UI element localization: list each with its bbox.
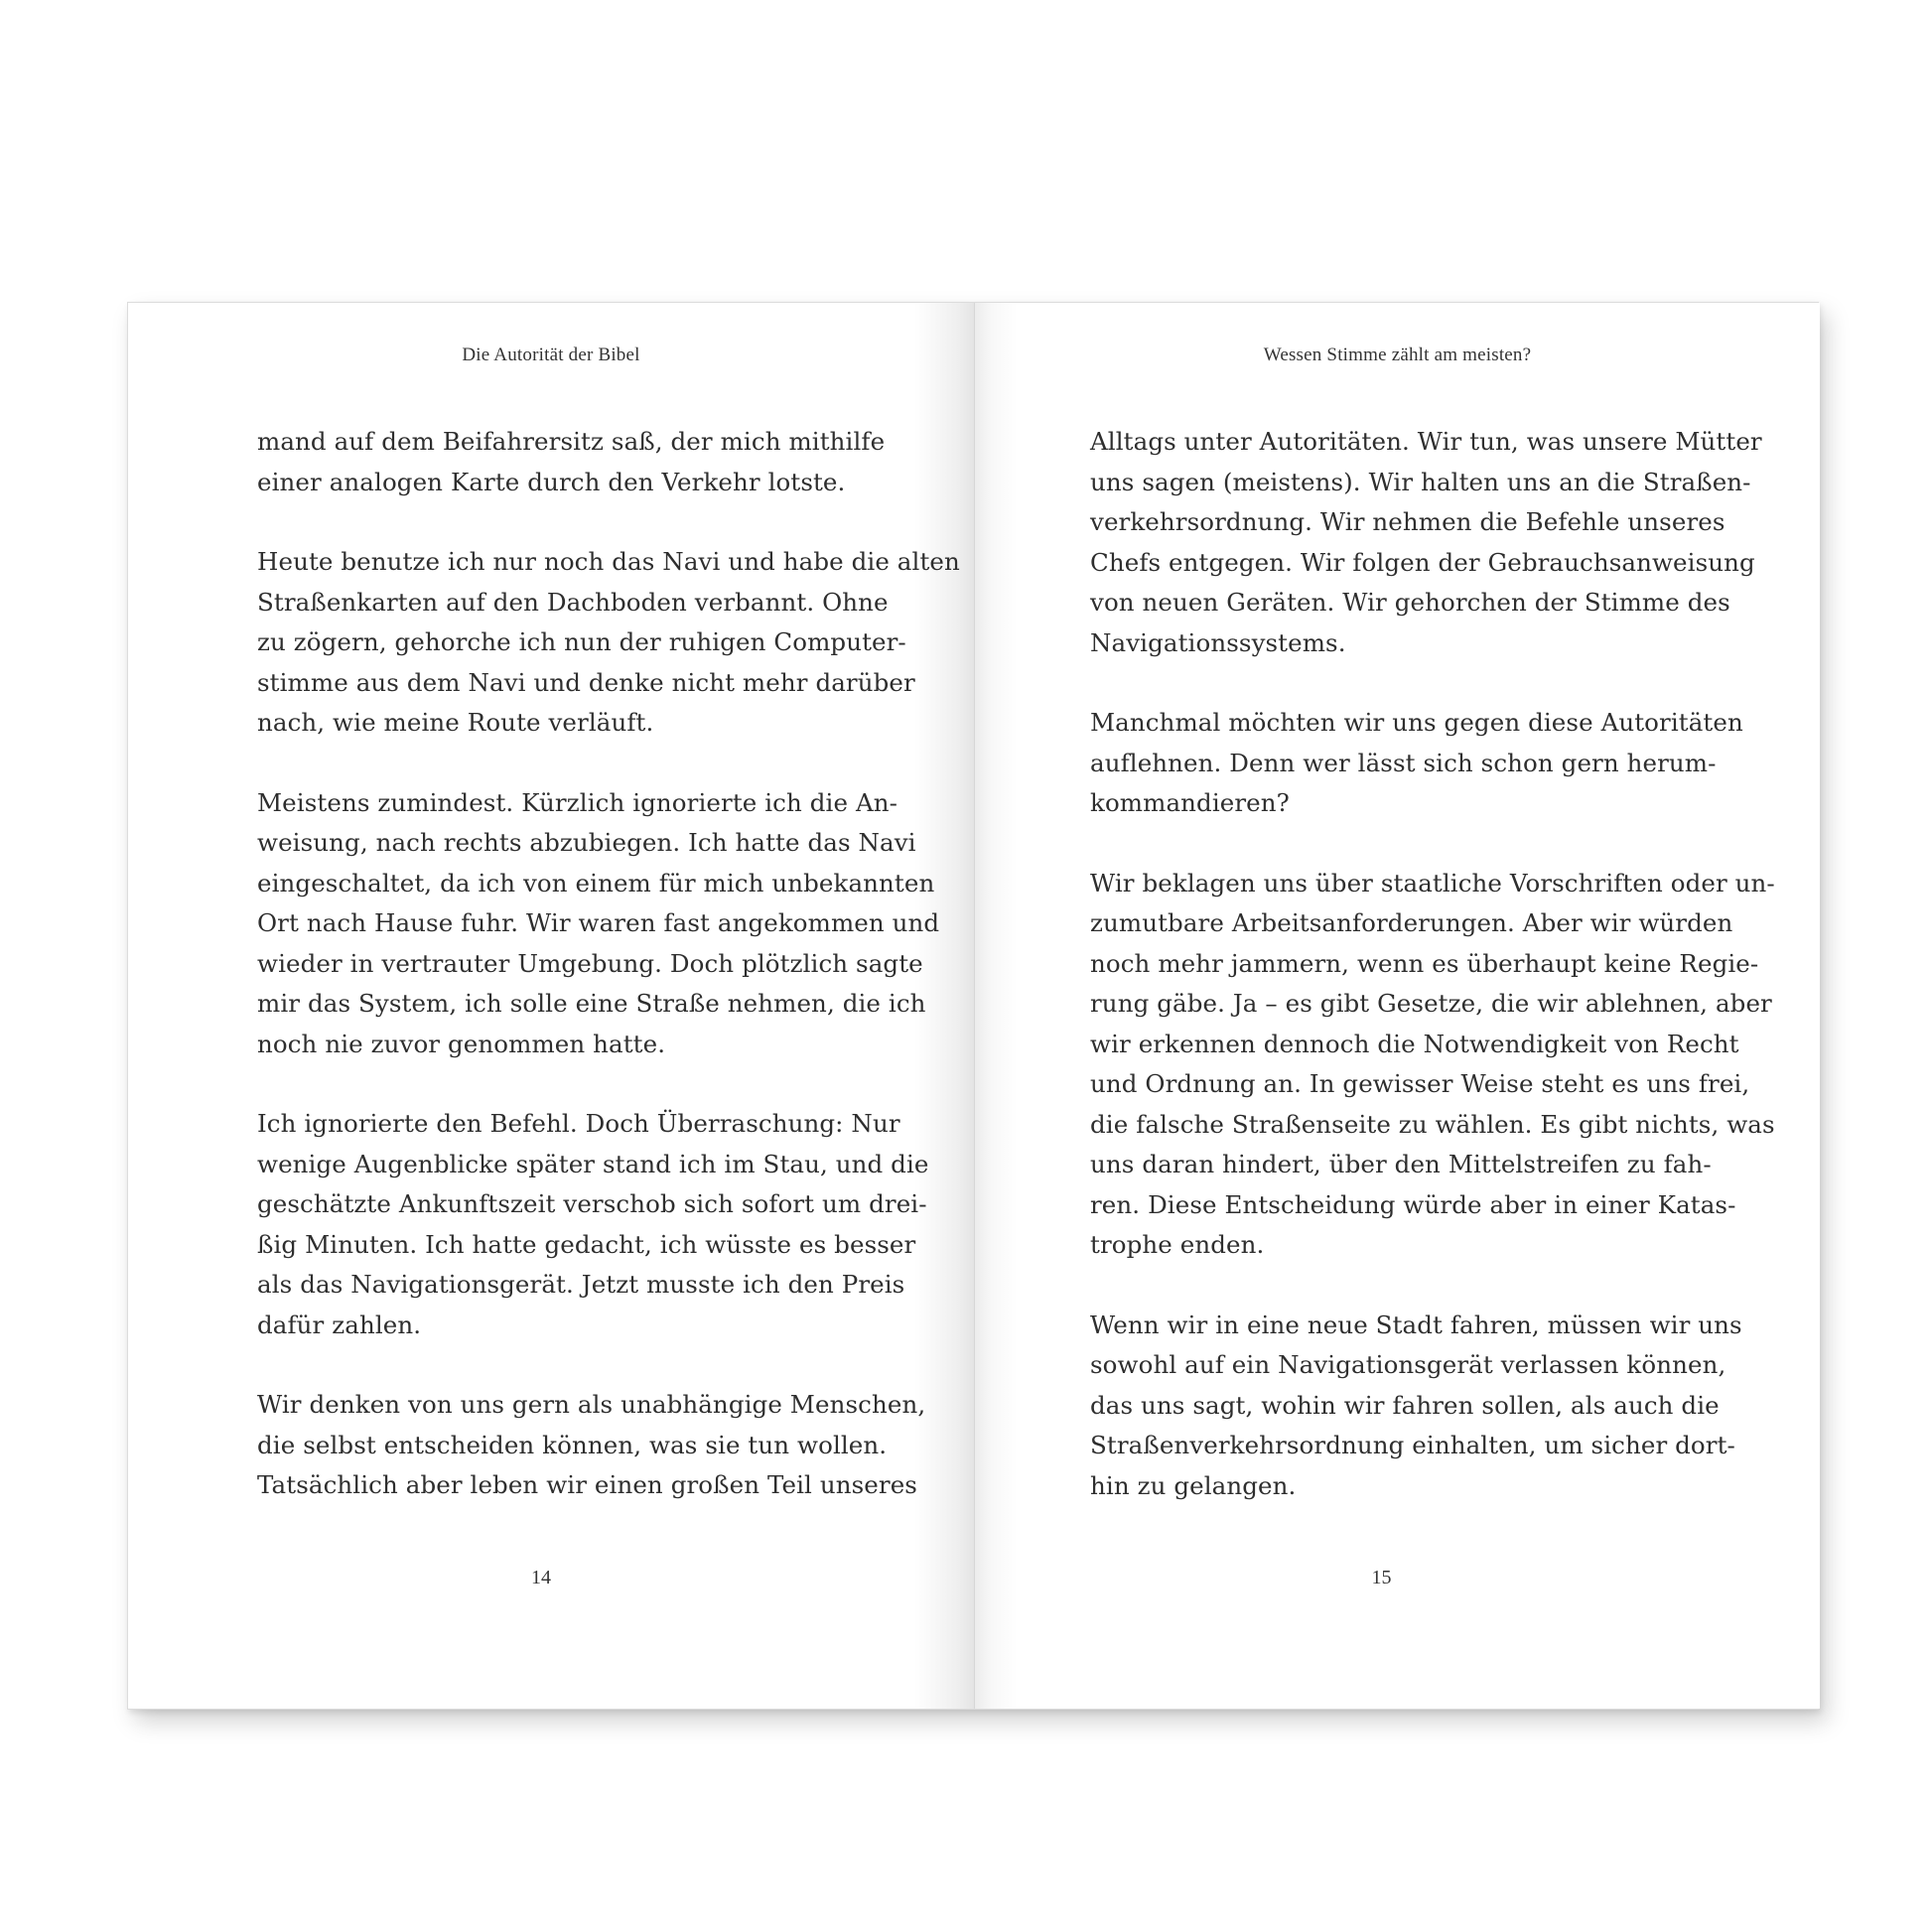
body-text	[1090, 422, 1775, 1546]
text-line: von neuen Geräten. Wir gehorchen der Stimme des	[1090, 588, 1730, 617]
text-line: als das Navigationsgerät. Jetzt musste ich den Preis	[257, 1270, 905, 1299]
text-line: Tatsächlich aber leben wir einen großen Teil unseres	[257, 1470, 917, 1499]
paragraph	[257, 542, 960, 744]
text-line: Navigationssystems.	[1090, 627, 1346, 657]
running-head: Wessen Stimme zählt am meisten?	[1263, 345, 1532, 365]
text-line: ßig Minuten. Ich hatte gedacht, ich wüsste es besser	[257, 1229, 916, 1259]
text-line: wenige Augenblicke später stand ich im Stau, und die	[257, 1149, 929, 1178]
text-line: noch mehr jammern, wenn es überhaupt keine Regie-	[1090, 948, 1759, 978]
text-line: Wir denken von uns gern als unabhängige Menschen,	[257, 1390, 926, 1419]
text-line: das uns sagt, wohin wir fahren sollen, als auch die	[1090, 1390, 1720, 1420]
text-line: auflehnen. Denn wer lässt sich schon gern herum-	[1090, 748, 1717, 777]
text-line: zu zögern, gehorche ich nun der ruhigen Computer-	[257, 627, 906, 656]
text-line: weisung, nach rechts abzubiegen. Ich hatte das Navi	[257, 828, 916, 857]
text-line: Wenn wir in eine neue Stadt fahren, müssen wir uns	[1090, 1310, 1742, 1339]
paragraph	[257, 1104, 929, 1345]
text-line: einer analogen Karte durch den Verkehr lotste.	[257, 467, 846, 496]
page-number: 14	[531, 1567, 551, 1588]
text-line: nach, wie meine Route verläuft.	[257, 708, 654, 737]
text-line: Straßenkarten auf den Dachboden verbannt. Ohne	[257, 587, 889, 617]
running-head: Die Autorität der Bibel	[462, 345, 640, 365]
text-line: mand auf dem Beifahrersitz saß, der mich mithilfe	[257, 427, 886, 456]
text-line: die falsche Straßenseite zu wählen. Es gibt nichts, was	[1090, 1109, 1775, 1139]
text-line: hin zu gelangen.	[1090, 1470, 1297, 1500]
text-line: Ich ignorierte den Befehl. Doch Überraschung: Nur	[257, 1109, 900, 1138]
paragraph	[1090, 1306, 1742, 1507]
text-line: Straßenverkehrsordnung einhalten, um sicher dort-	[1090, 1431, 1735, 1459]
paragraph	[257, 783, 940, 1065]
right-page	[974, 303, 1820, 1709]
text-line: noch nie zuvor genommen hatte.	[257, 1029, 666, 1058]
text-line: Wir beklagen uns über staatliche Vorschriften oder un-	[1090, 868, 1775, 897]
paragraph	[1090, 422, 1762, 663]
text-line: verkehrsordnung. Wir nehmen die Befehle unseres	[1090, 507, 1725, 536]
text-line: Heute benutze ich nur noch das Navi und habe die alten	[257, 547, 960, 576]
text-line: dafür zahlen.	[257, 1310, 422, 1339]
text-line: Chefs entgegen. Wir folgen der Gebrauchsanweisung	[1090, 547, 1755, 577]
text-line: wir erkennen dennoch die Notwendigkeit von Recht	[1090, 1029, 1739, 1058]
text-line: eingeschaltet, da ich von einem für mich unbekannten	[257, 868, 935, 897]
paragraph	[257, 422, 886, 502]
text-line: die selbst entscheiden können, was sie tun wollen.	[257, 1430, 888, 1459]
text-line: rung gäbe. Ja – es gibt Gesetze, die wir ablehnen, aber	[1090, 989, 1772, 1018]
text-line: Ort nach Hause fuhr. Wir waren fast angekommen und	[257, 908, 940, 937]
book-spread	[127, 302, 1819, 1710]
text-line: kommandieren?	[1090, 788, 1290, 817]
text-line: und Ordnung an. In gewisser Weise steht es uns frei,	[1090, 1069, 1750, 1098]
paragraph	[1090, 864, 1775, 1266]
text-line: zumutbare Arbeitsanforderungen. Aber wir würden	[1090, 908, 1733, 937]
text-line: Manchmal möchten wir uns gegen diese Autoritäten	[1090, 708, 1743, 737]
text-line: mir das System, ich solle eine Straße nehmen, die ich	[257, 989, 926, 1018]
body-text	[257, 422, 960, 1546]
text-line: wieder in vertrauter Umgebung. Doch plötzlich sagte	[257, 948, 923, 978]
left-page	[128, 303, 974, 1709]
text-line: uns sagen (meistens). Wir halten uns an die Straßen-	[1090, 467, 1751, 496]
paragraph	[257, 1385, 926, 1506]
text-line: uns daran hindert, über den Mittelstreifen zu fah-	[1090, 1150, 1712, 1178]
text-line: sowohl auf ein Navigationsgerät verlassen können,	[1090, 1350, 1726, 1379]
text-line: stimme aus dem Navi und denke nicht mehr darüber	[257, 667, 915, 697]
text-line: ren. Diese Entscheidung würde aber in einer Katas-	[1090, 1189, 1736, 1219]
page-number: 15	[1371, 1567, 1392, 1588]
text-line: Alltags unter Autoritäten. Wir tun, was unsere Mütter	[1090, 427, 1762, 456]
text-line: geschätzte Ankunftszeit verschob sich sofort um drei-	[257, 1189, 927, 1218]
text-line: trophe enden.	[1090, 1230, 1265, 1259]
paragraph	[1090, 703, 1743, 824]
text-line: Meistens zumindest. Kürzlich ignorierte ich die An-	[257, 787, 898, 817]
